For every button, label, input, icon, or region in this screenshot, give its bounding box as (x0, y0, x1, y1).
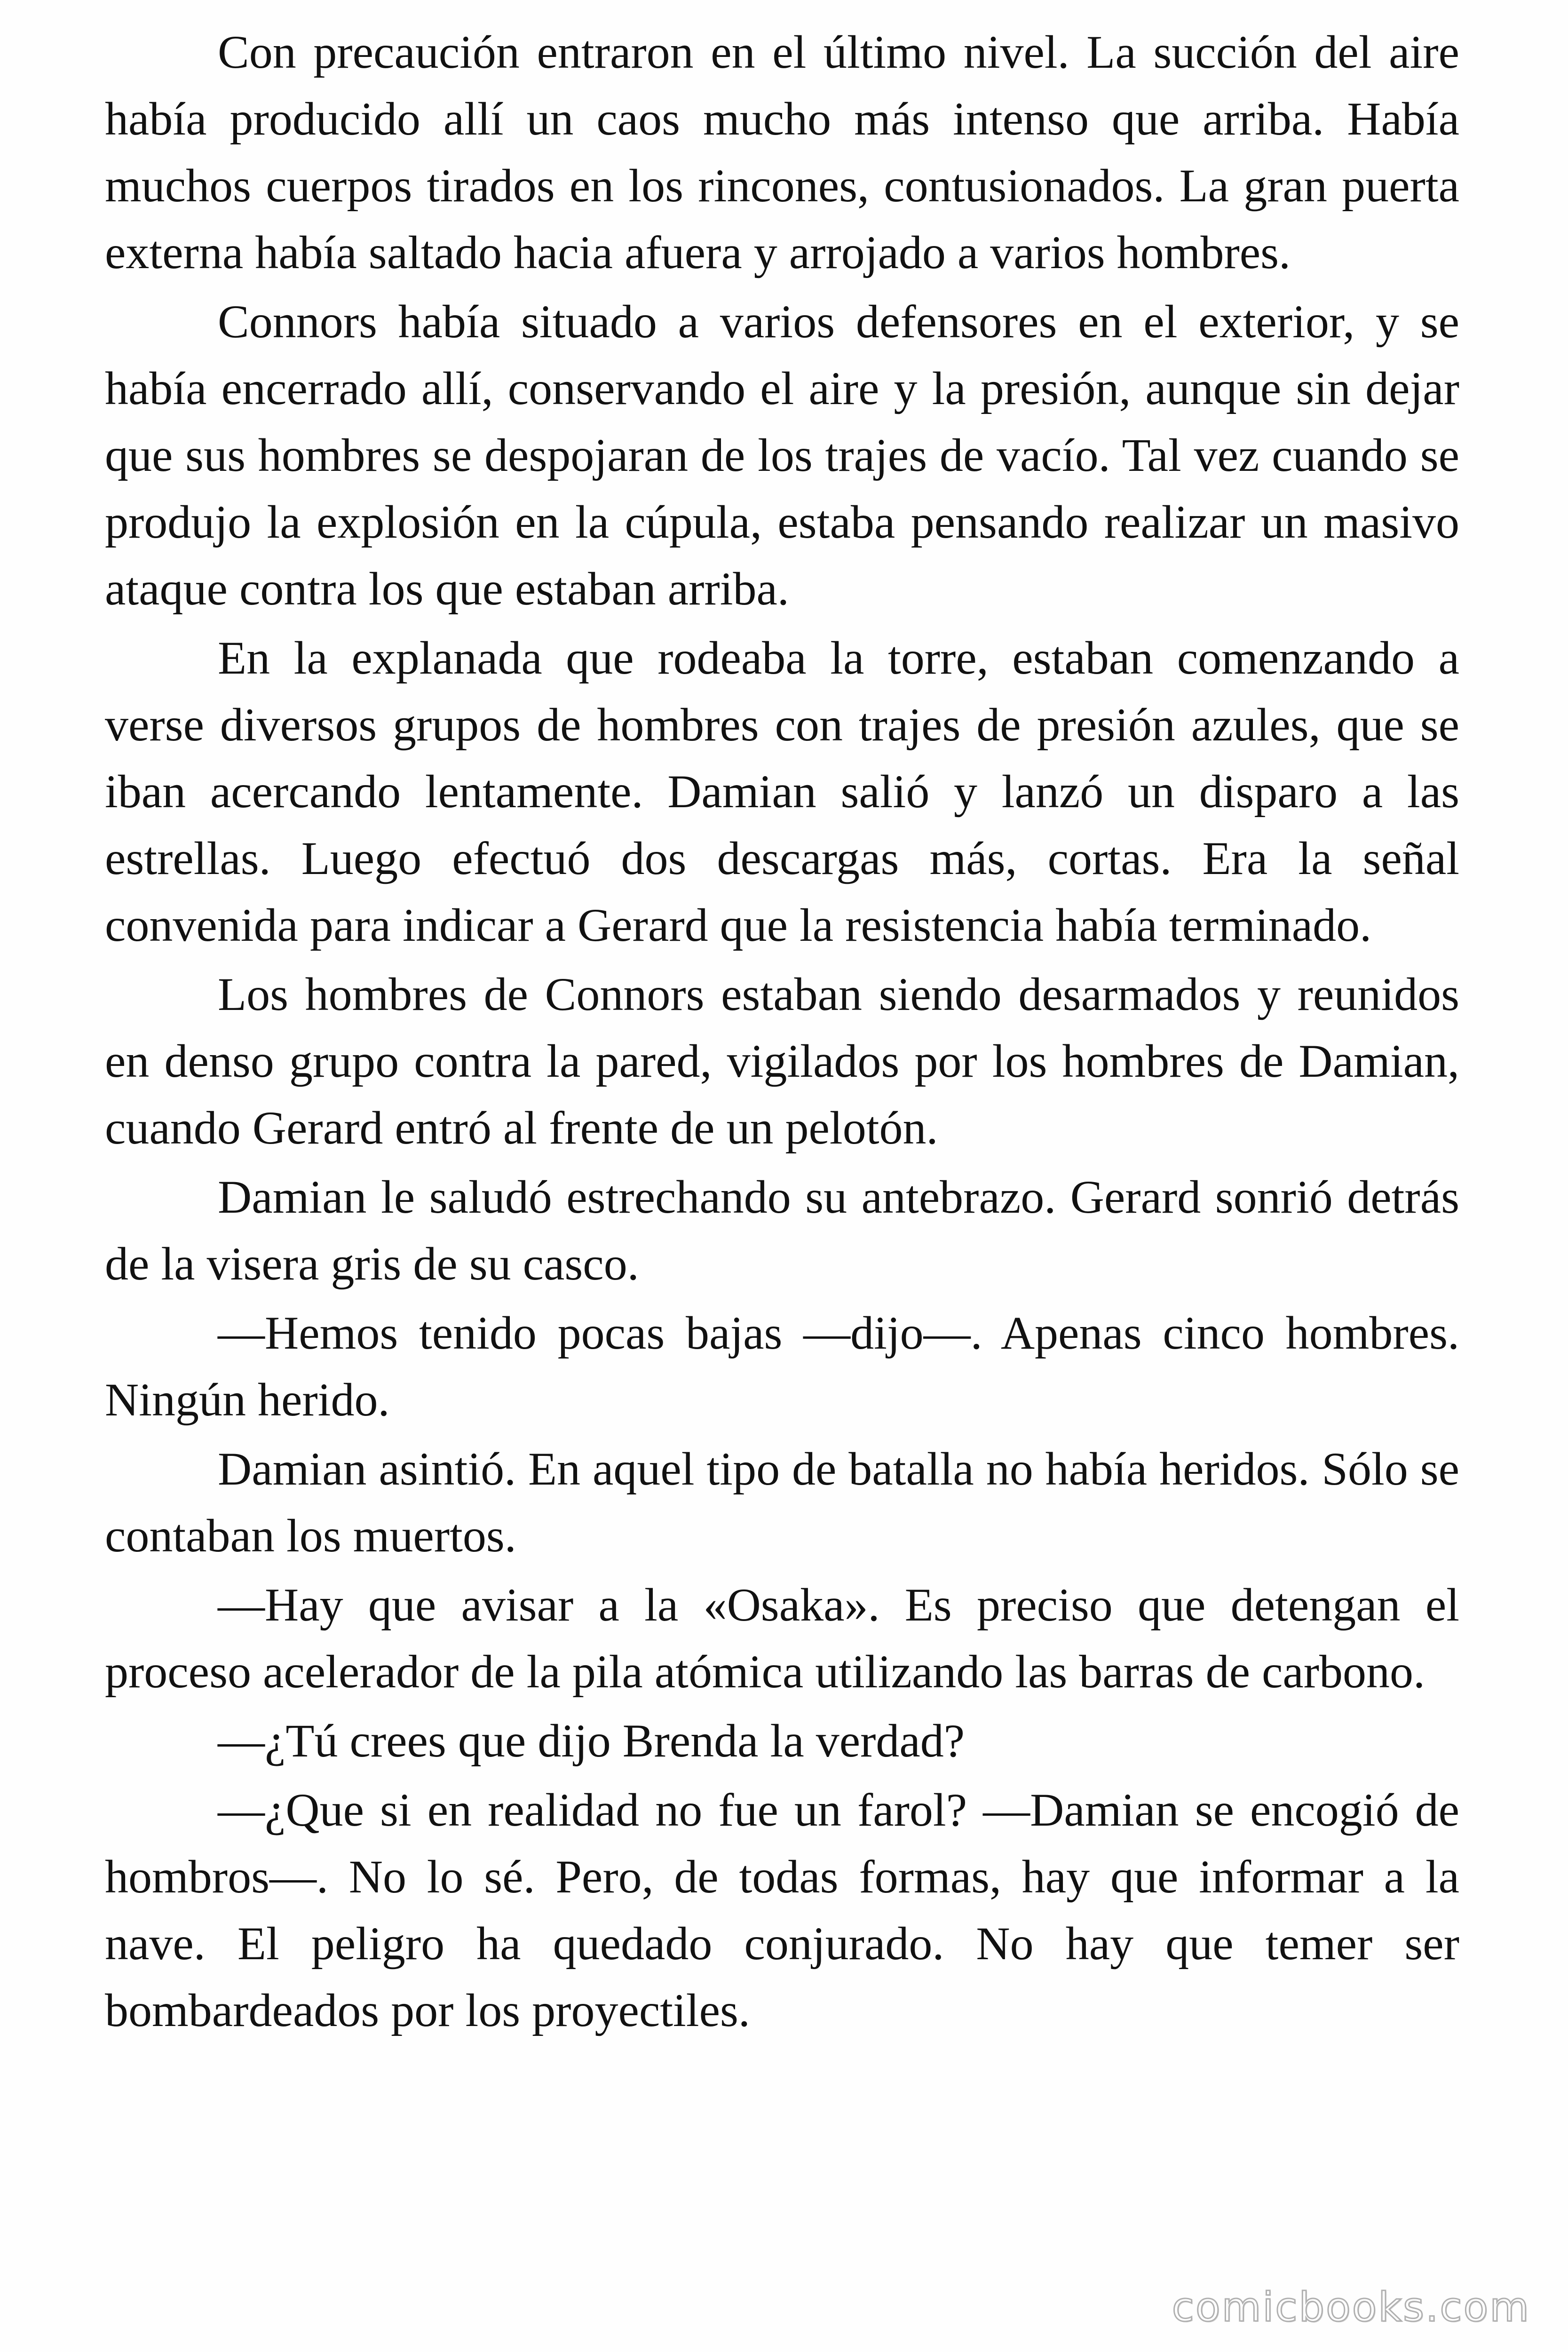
paragraph: Damian le saludó estrechando su antebrazo. Gerard sonrió detrás de la visera gris de su casco. (105, 1171, 1459, 1290)
paragraph: Los hombres de Connors estaban siendo desarmados y reunidos en denso grupo contra la pared, vigilados por los hombres de Damian, cuando Gerard entró al frente de un pelotón. (105, 968, 1459, 1154)
paragraph: Damian asintió. En aquel tipo de batalla no había heridos. Sólo se contaban los muertos. (105, 1443, 1459, 1562)
watermark: comicbooks.com (1172, 2284, 1530, 2331)
paragraph: —¿Que si en realidad no fue un farol? —Damian se encogió de hombros—. No lo sé. Pero, de todas formas, hay que informar a la nave. El peligro ha quedado conjurado. No hay que temer ser bombardeados por los proyectiles. (105, 1784, 1459, 2036)
paragraph: Con precaución entraron en el último nivel. La succión del aire había producido allí un caos mucho más intenso que arriba. Había muchos cuerpos tirados en los rincones, contusionados. La gran puerta externa había saltado hacia afuera y arrojado a varios hombres. (105, 26, 1459, 278)
body-text (105, 19, 1459, 2046)
paragraph: En la explanada que rodeaba la torre, estaban comenzando a verse diversos grupos de hombres con trajes de presión azules, que se iban acercando lentamente. Damian salió y lanzó un disparo a las estrellas. Luego efectuó dos descargas más, cortas. Era la señal convenida para indicar a Gerard que la resistencia había terminado. (105, 632, 1459, 951)
paragraph: —Hemos tenido pocas bajas —dijo—. Apenas cinco hombres. Ningún herido. (105, 1307, 1459, 1426)
paragraph: —¿Tú crees que dijo Brenda la verdad? (218, 1715, 965, 1767)
paragraph: Connors había situado a varios defensores en el exterior, y se había encerrado allí, conservando el aire y la presión, aunque sin dejar que sus hombres se despojaran de los trajes de vacío. Tal vez cuando se produjo la explosión en la cúpula, estaba pensando realizar un masivo ataque contra los que estaban arriba. (105, 295, 1459, 615)
paragraph: —Hay que avisar a la «Osaka». Es preciso que detengan el proceso acelerador de la pila atómica utilizando las barras de carbono. (105, 1579, 1459, 1698)
